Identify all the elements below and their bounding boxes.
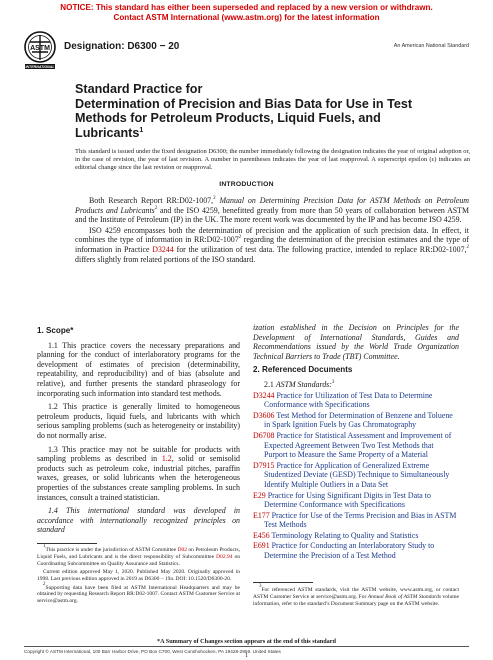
reference-code[interactable]: D6708 xyxy=(253,430,277,440)
intro-paragraph-2: ISO 4259 encompasses both the determination of precision and the application of such precision data. In effect, it combines the type of information in RR:D02-1007$^2$ regarding the determination of the precision estimates and the type of information in Practice D3244 for the utilization of test data. The following practice, intended to replace RR:D02-1007,$^2$ differs slightly from related portions of the ISO standard. xyxy=(75,225,469,264)
document-title xyxy=(75,82,455,140)
scope-1-1: 1.1 This practice covers the necessary preparations and planning for the conduct of interlaboratory programs for the development of estimates of precision (determinability, repeatability, and reproducibility) and of bias (absolute and relative), and further presents the standard phraseology for incorporating such information into standard test methods. xyxy=(37,340,240,398)
title-line-3: Methods for Petroleum Products, Liquid Fuels, and xyxy=(75,111,381,126)
copyright-line: Copyright © ASTM International, 100 Barr Harbor Drive, PO Box C700, West Conshohocken, PA 19428-2959. United States xyxy=(24,649,281,654)
footnote-1-edition: Current edition approved May 1, 2020. Published May 2020. Originally approved in 1998. Last previous edition approved in 2019 as D6300 – 19a. DOI: 10.1520/D6300-20. xyxy=(37,569,240,583)
designation: Designation: D6300 − 20 xyxy=(64,41,180,52)
reference-title[interactable]: Terminology Relating to Quality and Statistics xyxy=(271,530,419,540)
reference-code[interactable]: E456 xyxy=(253,530,272,540)
reference-code[interactable]: D3244 xyxy=(253,390,277,400)
scope-1-4-continued: ization established in the Decision on Principles for the Development of International Standards, Guides and Recommendations issued by the World Trade Organization Technical Barriers to Trade (TBT) Committee. xyxy=(253,323,459,361)
footnote-3: $^3$For referenced ASTM standards, visit the ASTM website, www.astm.org, or contact ASTM Customer Service at service@astm.org. For Annual Book of ASTM Standards volume information, refer to the standard’s Document Summary page on the ASTM website. xyxy=(253,584,459,607)
footnote-divider-left xyxy=(37,543,97,544)
left-column xyxy=(37,323,240,539)
footnote-ref[interactable]: 2 xyxy=(238,235,242,241)
reference-title[interactable]: Practice for Using Significant Digits in Test Data to Determine Conformance with Specifications xyxy=(264,490,431,510)
reference-code[interactable]: E691 xyxy=(253,541,272,551)
footnote-1: $^1$This practice is under the jurisdiction of ASTM Committee D02 on Petroleum Products, Liquid Fuels, and Lubricants and is the direct responsibility of Subcommittee D02.94 on Coordinating Subcommittee on Quality Assurance and Statistics. xyxy=(37,544,240,567)
footnote-ref[interactable]: 2 xyxy=(213,196,216,201)
footnotes-left xyxy=(37,544,240,607)
summary-of-changes-note: *A Summary of Changes section appears at the end of this standard xyxy=(157,638,336,645)
reference-item[interactable] xyxy=(253,511,459,530)
introduction-body xyxy=(75,196,469,265)
scope-heading: 1. Scope* xyxy=(37,326,74,335)
footnote-2: $^2$Supporting data have been filed at ASTM International Headquarters and may be obtained by requesting Research Report RR:D02-1007. Contact ASTM Customer Service at service@astm.org. xyxy=(37,581,240,605)
reference-code[interactable]: E29 xyxy=(253,490,268,500)
d02-link[interactable]: D02 xyxy=(177,547,187,553)
footnote-ref[interactable]: 2 xyxy=(154,205,158,211)
reference-item[interactable] xyxy=(253,541,459,560)
reference-title[interactable]: Practice for Utilization of Test Data to Determine Conformance with Specifications xyxy=(264,390,433,410)
reference-code[interactable]: D3606 xyxy=(253,410,277,420)
footnote-ref[interactable]: 3 xyxy=(331,379,335,385)
title-line-1: Standard Practice for xyxy=(75,82,203,96)
reference-item[interactable] xyxy=(253,431,459,460)
reference-title[interactable]: Practice for Statistical Assessment and Improvement of Expected Agreement Between Two Test Methods that Purport to Measure the Same Property of a Material xyxy=(264,430,452,460)
american-national-standard-label: An American National Standard xyxy=(393,43,469,49)
issuance-note: This standard is issued under the fixed designation D6300; the number immediately following the designation indicates the year of original adoption or, in the case of revision, the year of last revision. A number in parentheses indicates the year of last reapproval. A superscript epsilon (ε) indicates an editorial change since the last revision or reapproval. xyxy=(75,148,470,171)
reference-list xyxy=(253,391,459,561)
footnote-divider-right xyxy=(253,582,313,583)
reference-item[interactable] xyxy=(253,411,459,430)
intro-paragraph-1: Both Research Report RR:D02-1007,$^2$ Manual on Determining Precision Data for ASTM Methods on Petroleum Products and Lubricants$^2$ and the ISO 4259, benefitted greatly from more than 50 years of collaboration between ASTM and the Institute of Petroleum (IP) in the UK. The more recent work was documented by the IP and has become ISO 4259. xyxy=(75,196,469,225)
notice-line-1: NOTICE: This standard has either been superseded and replaced by a new version or withdrawn. xyxy=(60,3,433,12)
reference-title[interactable]: Practice for Use of the Terms Precision and Bias in ASTM Test Methods xyxy=(264,510,457,530)
d3244-link[interactable]: D3244 xyxy=(152,244,174,254)
svg-text:INTERNATIONAL: INTERNATIONAL xyxy=(25,65,55,69)
footnote-ref[interactable]: 1 xyxy=(139,126,144,134)
reference-item[interactable] xyxy=(253,391,459,410)
page-number: 1 xyxy=(244,652,249,659)
reference-item[interactable] xyxy=(253,461,459,490)
reference-item[interactable] xyxy=(253,531,459,541)
reference-item[interactable] xyxy=(253,491,459,510)
reference-title[interactable]: Practice for Conducting an Interlaboratory Study to Determine the Precision of a Test Method xyxy=(264,541,435,561)
introduction-heading: INTRODUCTION xyxy=(219,181,274,188)
reference-code[interactable]: D7915 xyxy=(253,460,277,470)
referenced-documents-heading: 2. Referenced Documents xyxy=(253,365,353,375)
d02-94-link[interactable]: D02.94 xyxy=(216,553,233,560)
footer-divider xyxy=(24,646,469,647)
title-line-4: Lubricants$^1$ xyxy=(75,125,144,140)
title-line-2: Determination of Precision and Bias Data for Use in Test xyxy=(75,96,413,111)
right-column xyxy=(253,323,459,562)
scope-1-3: 1.3 This practice may not be suitable for products with sampling problems as described in 1.2, solid or semisolid products such as petroleum coke, industrial pitches, paraffin waxes, greases, or solid lubricants when the heterogeneous properties of the substances create sampling problems. In such instances, consult a trained statistician. xyxy=(37,444,240,502)
section-1-2-link[interactable]: 1.2 xyxy=(161,454,172,464)
scope-1-2: 1.2 This practice is generally limited to homogeneous petroleum products, liquid fuels, and lubricants with which serious sampling problems (such as heterogeneity or instability) do not normally arise. xyxy=(37,402,240,440)
footnote-ref[interactable]: 2 xyxy=(466,244,469,250)
svg-text:ASTM: ASTM xyxy=(30,45,50,52)
footnotes-right xyxy=(253,584,459,609)
reference-title[interactable]: Test Method for Determination of Benzene and Toluene in Spark Ignition Fuels by Gas Chromatography xyxy=(264,410,453,430)
astm-standards-subheading: 2.1 ASTM Standards:$^3$ xyxy=(264,379,335,389)
scope-1-4: 1.4 This international standard was developed in accordance with internationally recognized principles on standard xyxy=(37,506,240,535)
reference-code[interactable]: E177 xyxy=(253,510,272,520)
reference-title[interactable]: Practice for Application of Generalized Extreme Studentized Deviate (GESD) Technique to Simultaneously Identify Multiple Outliers in a Data Set xyxy=(264,460,450,489)
astm-logo-icon xyxy=(22,30,58,72)
withdrawn-notice xyxy=(0,3,493,22)
notice-line-2: Contact ASTM International (www.astm.org) for the latest information xyxy=(113,12,380,22)
